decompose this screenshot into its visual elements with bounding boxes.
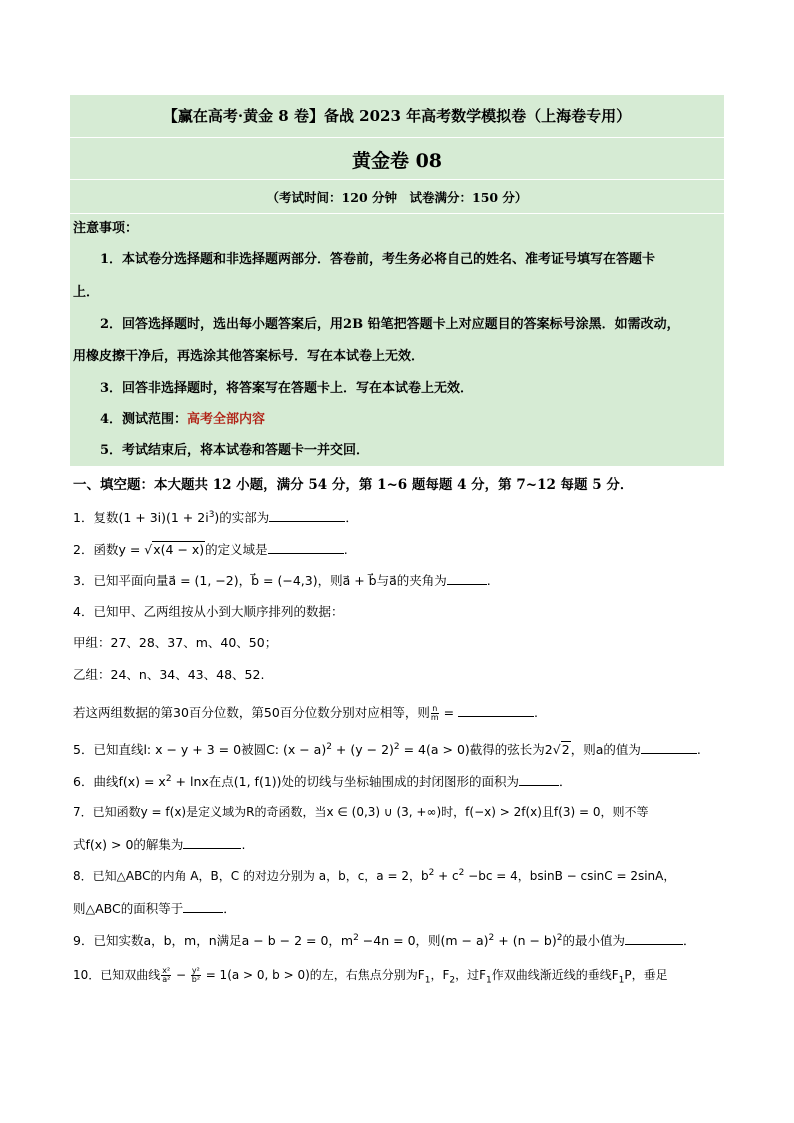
notice-5: 5．考试结束后，将本试卷和答题卡一并交回． [100, 443, 370, 458]
q5-text: ，则a的值为 [570, 742, 641, 757]
q10-subscript: 1 [618, 975, 625, 986]
q3-text: a⃗ = (1, −2)，b⃗ = (−4,3)，则a⃗ + b⃗与a⃗的夹角为 [168, 573, 447, 588]
question-8-line-1 [73, 867, 675, 885]
q8-exponent: 2 [458, 868, 465, 878]
notice-4 [100, 411, 265, 429]
q6-text: 6．曲线f(x) = x [73, 774, 166, 789]
question-6 [73, 772, 572, 791]
q10-frac-denominator: b² [191, 975, 201, 984]
q5-text: + (y − 2) [331, 742, 394, 757]
answer-blank[interactable] [519, 772, 559, 786]
q10-frac-numerator: y² [191, 966, 200, 975]
q5-period: . [696, 742, 701, 757]
answer-blank[interactable] [183, 835, 241, 849]
question-7-line-1: 7．已知函数y = f(x)是定义域为R的奇函数，当x ∈ (0,3) ∪ (3, +∞)时，f(−x) > 2f(x)且f(3) = 0，则不等 [73, 805, 649, 819]
q1-period: ． [345, 510, 358, 525]
question-8-line-2 [73, 899, 236, 918]
q2-text: 的定义域是 [205, 542, 268, 557]
notice-1-line-1: 1．本试卷分选择题和非选择题两部分．答卷前，考生务必将自己的姓名、准考证号填写在答题卡 [100, 252, 656, 267]
q8-exponent: 2 [428, 868, 435, 878]
q5-exponent: 2 [393, 741, 400, 752]
notice-2-line-2: 用橡皮擦干净后，再选涂其他答案标号．写在本试卷上无效． [73, 349, 425, 364]
question-5: 5．已知直线l: x − y + 3 = 0被圆C: $(x - a)^2 + (y - 2)^2 = 4(a > 0)$截得的弦长为2√2，则a的值为 . [73, 741, 701, 757]
paper-title: 黄金卷 08 [351, 150, 443, 172]
q5-text: 5．已知直线l: x − y + 3 = 0被圆C: (x − a) [73, 742, 327, 757]
q9-period: ． [682, 933, 696, 948]
q10-frac-denominator: a² [162, 975, 171, 984]
answer-blank[interactable] [183, 899, 223, 913]
question-4-group-b: 乙组：24、n、34、43、48、52. [73, 667, 265, 682]
q10-text: 作双曲线渐近线的垂线F [491, 968, 619, 982]
question-7-line-2 [73, 835, 245, 854]
section-1-heading: 一、填空题：本大题共 12 小题，满分 54 分，第 1~6 题每题 4 分，第 7~12 每题 5 分． [73, 477, 634, 493]
notice-heading: 注意事项： [73, 221, 139, 236]
q10-subscript: 1 [485, 975, 492, 986]
exam-info: （考试时间：120 分钟 试卷满分：150 分） [266, 190, 528, 205]
q3-text: 3．已知平面向量 [73, 573, 169, 588]
question-3 [73, 571, 491, 590]
q4-fraction [431, 705, 439, 722]
q2-period: . [343, 542, 348, 557]
q2-text: 2．函数y = [73, 542, 145, 557]
q9-text: −4n = 0，则(m − a) [358, 933, 489, 948]
q6-text: + lnx在点(1, f(1))处的切线与坐标轴围成的封闭图形的面积为 [171, 774, 520, 789]
question-4-group-a: 甲组：27、28、37、m、40、50； [73, 635, 278, 650]
question-1 [73, 508, 358, 527]
exam-series-title: 【赢在高考·黄金 8 卷】备战 2023 年高考数学模拟卷（上海卷专用） [162, 107, 632, 125]
notice-3: 3．回答非选择题时，将答案写在答题卡上．写在本试卷上无效． [100, 381, 474, 396]
notice-4-prefix: 4．测试范围： [100, 412, 188, 427]
q9-exponent: 2 [353, 932, 359, 943]
q10-text: = 1(a > 0, b > 0)的左，右焦点分别为F [201, 968, 425, 982]
q6-exponent: 2 [165, 773, 172, 784]
q9-text: 9．已知实数a，b，m，n满足a − b − 2 = 0，m [73, 933, 354, 948]
q3-period: . [486, 573, 491, 588]
q4-text: = [439, 705, 459, 720]
q10-text: P，垂足 [624, 968, 668, 982]
q10-fraction [161, 967, 171, 984]
q4-frac-numerator: n [432, 704, 438, 713]
header-divider [70, 213, 724, 214]
q2-radicand: x(4 − x) [153, 542, 205, 557]
answer-blank[interactable] [625, 931, 683, 945]
q5-exponent: 2 [326, 741, 332, 752]
answer-blank[interactable] [268, 540, 344, 554]
q6-period: ． [559, 774, 572, 789]
q1-text: )的实部为 [214, 510, 270, 525]
q9-exponent: 2 [556, 932, 563, 943]
question-4-stem: 4．已知甲、乙两组按从小到大顺序排列的数据： [73, 604, 344, 619]
question-2: 2．函数y = √x(4 − x)的定义域是 . [73, 542, 348, 557]
answer-blank[interactable] [269, 508, 345, 522]
q8-text: −bc = 4，bsinB − csinC = 2sinA， [464, 869, 676, 883]
notice-1-line-2: 上． [73, 285, 100, 300]
q4-frac-denominator: m [430, 713, 439, 722]
q9-text: + (n − b) [494, 933, 557, 948]
q5-text: = 4(a > 0)截得的弦长为2 [399, 742, 553, 757]
q10-text: 10．已知双曲线 [73, 968, 161, 982]
q10-frac-numerator: x² [162, 966, 171, 975]
header-divider [70, 179, 724, 180]
notice-4-scope: 高考全部内容 [187, 412, 266, 427]
header-divider [70, 137, 724, 138]
q10-subscript: 2 [449, 975, 456, 986]
q4-period: . [534, 705, 539, 720]
q4-text: 若这两组数据的第30百分位数，第50百分位数分别对应相等，则 [73, 705, 430, 720]
question-4-tail [73, 703, 538, 722]
notice-2-line-1: 2．回答选择题时，选出每小题答案后，用2B 铅笔把答题卡上对应题目的答案标号涂黑．如需改动， [100, 317, 680, 332]
q1-exponent: 3 [208, 509, 215, 520]
q10-text: ，F [430, 968, 450, 982]
q10-text: ，过F [455, 968, 486, 982]
question-9 [73, 931, 696, 950]
q7-period: . [241, 837, 246, 852]
q5-radicand: 2 [561, 742, 570, 757]
q9-exponent: 2 [488, 932, 495, 943]
answer-blank[interactable] [458, 703, 534, 717]
q8-text: 则△ABC的面积等于 [73, 901, 184, 916]
q8-text: 8．已知△ABC的内角 A，B，C 的对边分别为 a，b，c，a = 2，b [73, 869, 429, 883]
q10-text: − [172, 968, 190, 982]
q7-text: 式f(x) > 0的解集为 [73, 837, 184, 852]
q9-text: 的最小值为 [562, 933, 625, 948]
question-10-line-1 [73, 966, 668, 984]
q10-fraction [191, 967, 201, 984]
q10-subscript: 1 [424, 975, 431, 986]
answer-blank[interactable] [641, 740, 697, 754]
q8-text: + c [434, 869, 459, 883]
q8-period: ． [223, 901, 236, 916]
answer-blank[interactable] [447, 571, 487, 585]
q1-text: 1．复数(1 + 3i)(1 + 2i [73, 510, 209, 525]
